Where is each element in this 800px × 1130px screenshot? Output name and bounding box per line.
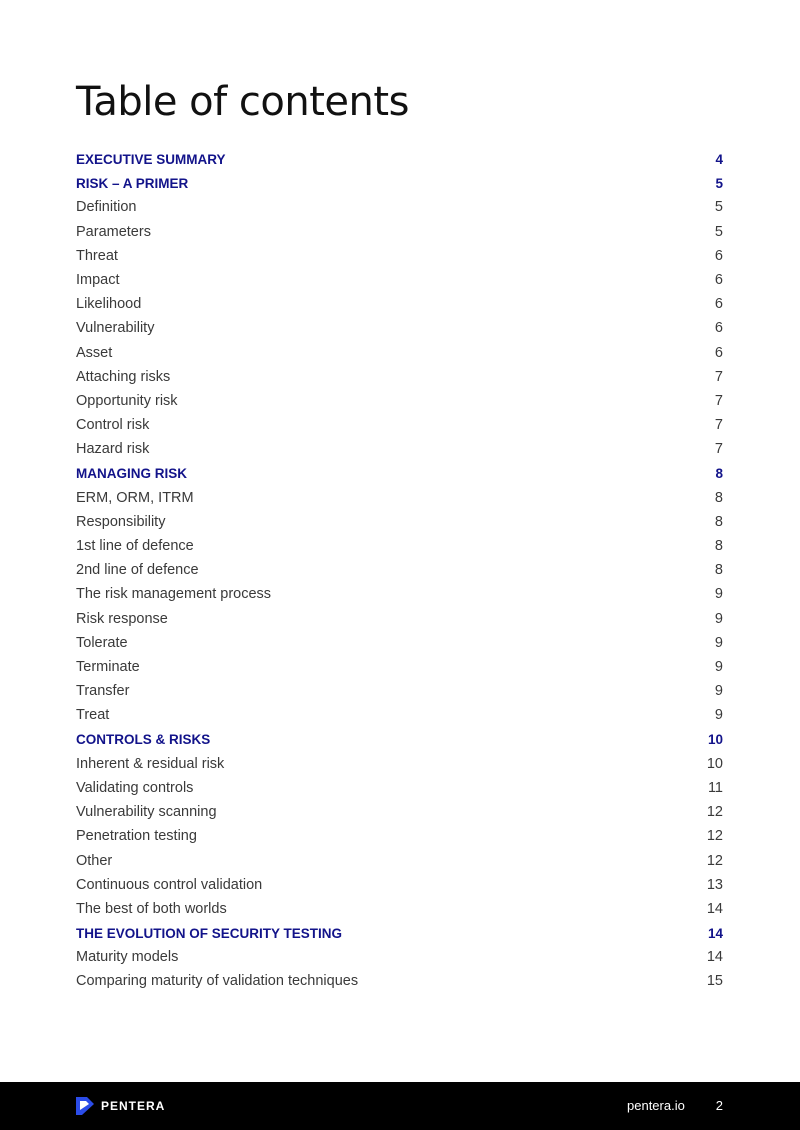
toc-entry-label: Likelihood (76, 296, 142, 313)
toc-entry-label: Validating controls (76, 779, 194, 796)
toc-entry-label: Transfer (76, 683, 130, 700)
toc-entry-label: Asset (76, 344, 113, 361)
toc-entry-label: 2nd line of defence (76, 562, 199, 579)
toc-entry[interactable] (76, 897, 723, 921)
toc-section-heading[interactable] (76, 461, 723, 485)
toc-entry[interactable] (76, 486, 723, 510)
table-of-contents (76, 147, 723, 994)
toc-entry-label: Other (76, 852, 113, 869)
toc-entry[interactable] (76, 679, 723, 703)
toc-entry-page-number: 5 (715, 175, 723, 191)
toc-entry-label: RISK – A PRIMER (76, 175, 189, 191)
toc-entry-page-number: 7 (714, 368, 723, 385)
toc-entry-page-number: 7 (714, 392, 723, 409)
toc-section-heading[interactable] (76, 921, 723, 945)
toc-entry-page-number: 14 (706, 900, 723, 917)
toc-entry-page-number: 9 (714, 707, 723, 724)
toc-entry[interactable] (76, 195, 723, 219)
toc-entry-label: Continuous control validation (76, 876, 263, 893)
page-footer (0, 1082, 800, 1130)
toc-entry[interactable] (76, 703, 723, 727)
toc-entry-label: Opportunity risk (76, 392, 178, 409)
toc-entry[interactable] (76, 558, 723, 582)
toc-entry-page-number: 13 (706, 876, 723, 893)
toc-entry-label: Threat (76, 247, 118, 264)
toc-entry-page-number: 10 (706, 755, 723, 772)
toc-entry-page-number: 8 (715, 466, 723, 482)
toc-entry[interactable] (76, 437, 723, 461)
page-title: Table of contents (76, 79, 409, 125)
toc-entry-page-number: 7 (714, 417, 723, 434)
toc-entry-label: Attaching risks (76, 368, 171, 385)
toc-entry-label: EXECUTIVE SUMMARY (76, 151, 226, 167)
toc-entry-page-number: 4 (715, 151, 723, 167)
toc-entry[interactable] (76, 268, 723, 292)
toc-entry-label: Vulnerability scanning (76, 804, 217, 821)
toc-entry-page-number: 8 (714, 538, 723, 555)
toc-entry-label: Comparing maturity of validation techniques (76, 973, 359, 990)
toc-entry[interactable] (76, 655, 723, 679)
toc-entry-page-number: 5 (714, 199, 723, 216)
toc-entry-label: Maturity models (76, 949, 179, 966)
toc-entry-page-number: 8 (714, 562, 723, 579)
toc-entry-page-number: 6 (714, 272, 723, 289)
toc-entry-label: ERM, ORM, ITRM (76, 489, 194, 506)
toc-entry-page-number: 15 (706, 973, 723, 990)
toc-entry[interactable] (76, 413, 723, 437)
toc-entry[interactable] (76, 945, 723, 969)
brand-logo (76, 1097, 165, 1115)
toc-entry-page-number: 8 (714, 489, 723, 506)
toc-entry[interactable] (76, 389, 723, 413)
toc-entry-label: CONTROLS & RISKS (76, 732, 211, 748)
toc-entry-label: Inherent & residual risk (76, 755, 225, 772)
toc-entry-page-number: 12 (706, 804, 723, 821)
footer-website-link[interactable]: pentera.io (627, 1098, 685, 1113)
footer-page-number: 2 (715, 1098, 723, 1113)
toc-entry[interactable] (76, 824, 723, 848)
toc-entry-label: Responsibility (76, 513, 166, 530)
toc-entry[interactable] (76, 776, 723, 800)
toc-entry-page-number: 11 (707, 779, 723, 796)
toc-entry[interactable] (76, 752, 723, 776)
toc-entry-label: MANAGING RISK (76, 466, 187, 482)
pentera-logo-icon (76, 1097, 94, 1115)
toc-entry-page-number: 12 (706, 828, 723, 845)
toc-entry-page-number: 9 (714, 683, 723, 700)
toc-entry-page-number: 14 (706, 949, 723, 966)
toc-entry-label: Penetration testing (76, 828, 197, 845)
toc-entry-page-number: 6 (714, 344, 723, 361)
toc-entry-page-number: 12 (706, 852, 723, 869)
toc-entry[interactable] (76, 534, 723, 558)
toc-entry-page-number: 14 (707, 925, 723, 941)
toc-entry-page-number: 8 (714, 513, 723, 530)
toc-entry[interactable] (76, 582, 723, 606)
toc-entry-label: Risk response (76, 610, 168, 627)
toc-entry-page-number: 5 (714, 223, 723, 240)
toc-entry-page-number: 10 (707, 732, 723, 748)
toc-entry[interactable] (76, 341, 723, 365)
toc-entry-page-number: 9 (714, 659, 723, 676)
toc-entry[interactable] (76, 365, 723, 389)
toc-entry-label: Terminate (76, 659, 140, 676)
toc-entry[interactable] (76, 631, 723, 655)
toc-entry-label: The risk management process (76, 586, 272, 603)
toc-entry-label: Parameters (76, 223, 151, 240)
toc-entry-page-number: 9 (714, 610, 723, 627)
toc-entry[interactable] (76, 510, 723, 534)
toc-entry-label: Tolerate (76, 634, 128, 651)
toc-section-heading[interactable] (76, 147, 723, 171)
toc-section-heading[interactable] (76, 728, 723, 752)
toc-entry[interactable] (76, 244, 723, 268)
toc-entry-label: 1st line of defence (76, 538, 194, 555)
toc-entry-page-number: 7 (714, 441, 723, 458)
toc-entry-label: Treat (76, 707, 110, 724)
toc-entry-label: Control risk (76, 417, 150, 434)
toc-entry[interactable] (76, 292, 723, 316)
toc-entry-label: Hazard risk (76, 441, 150, 458)
toc-entry[interactable] (76, 969, 723, 993)
toc-entry-page-number: 9 (714, 634, 723, 651)
toc-entry-page-number: 6 (714, 320, 723, 337)
toc-entry-page-number: 9 (714, 586, 723, 603)
toc-entry[interactable] (76, 873, 723, 897)
toc-entry-label: Vulnerability (76, 320, 155, 337)
toc-entry[interactable] (76, 848, 723, 872)
toc-entry-label: Impact (76, 272, 120, 289)
toc-entry-label: Definition (76, 199, 137, 216)
toc-entry[interactable] (76, 316, 723, 340)
brand-name: PENTERA (101, 1099, 166, 1113)
toc-entry-page-number: 6 (714, 296, 723, 313)
toc-entry[interactable] (76, 220, 723, 244)
toc-entry-page-number: 6 (714, 247, 723, 264)
toc-entry-label: THE EVOLUTION OF SECURITY TESTING (76, 925, 343, 941)
toc-entry-label: The best of both worlds (76, 900, 227, 917)
toc-entry[interactable] (76, 800, 723, 824)
toc-entry[interactable] (76, 607, 723, 631)
toc-section-heading[interactable] (76, 171, 723, 195)
